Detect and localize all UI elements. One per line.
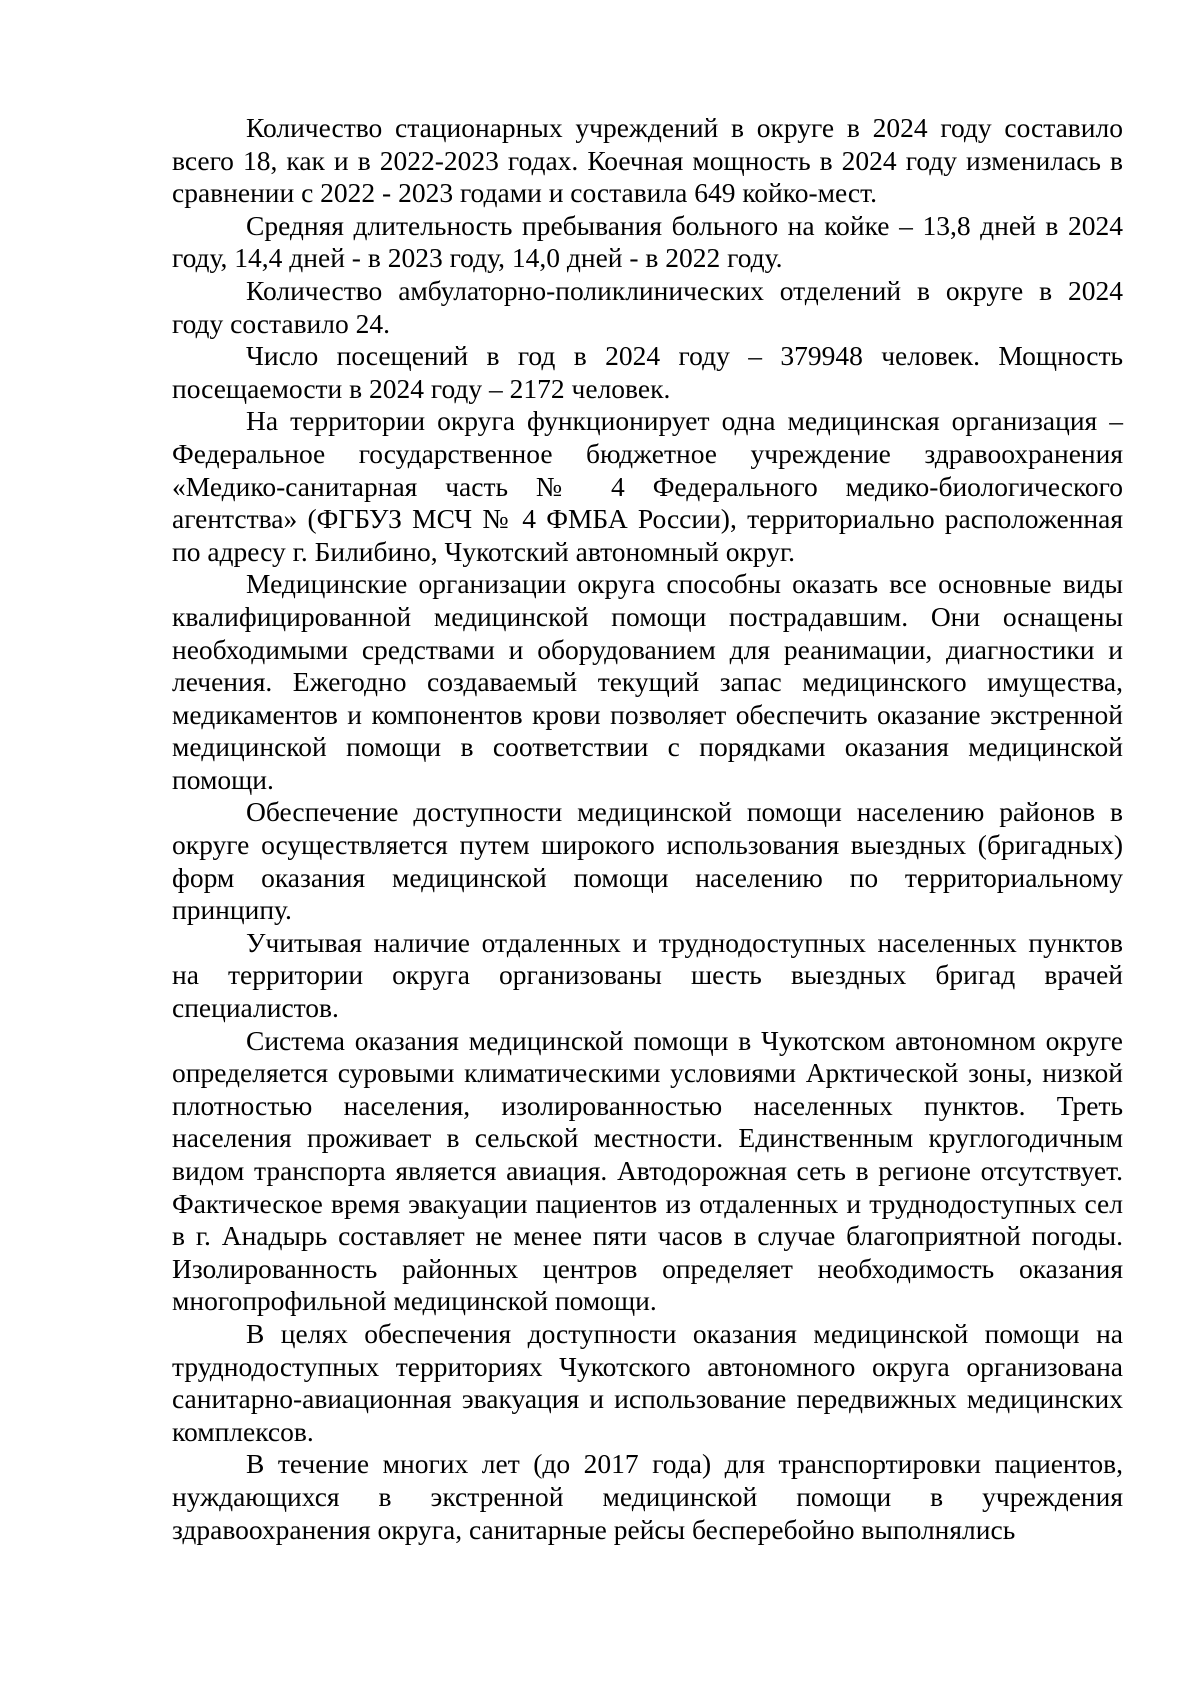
- paragraph-care-accessibility: Обеспечение доступности медицинской помощи населению районов в округе осуществляется путем широкого использования выездных (бригадных) форм оказания медицинской помощи населению по территориальному принципу.: [172, 796, 1123, 926]
- paragraph-average-stay: Средняя длительность пребывания больного на койке – 13,8 дней в 2024 году, 14,4 дней - в 2023 году, 14,0 дней - в 2022 году.: [172, 209, 1123, 274]
- paragraph-outpatient-departments: Количество амбулаторно-поликлинических отделений в округе в 2024 году составило 24.: [172, 274, 1123, 339]
- document-body: [172, 112, 1123, 1546]
- paragraph-mobile-teams: Учитывая наличие отдаленных и труднодоступных населенных пунктов на территории округа организованы шесть выездных бригад врачей специалистов.: [172, 926, 1123, 1024]
- paragraph-patient-transport: В течение многих лет (до 2017 года) для транспортировки пациентов, нуждающихся в экстренной медицинской помощи в учреждения здравоохранения округа, санитарные рейсы бесперебойно выполнялись: [172, 1448, 1123, 1545]
- paragraph-medical-organization: На территории округа функционирует одна медицинская организация – Федеральное государственное бюджетное учреждение здравоохранения «Медико-санитарная часть № 4 Федерального медико-биологического агентства» (ФГБУЗ МСЧ № 4 ФМБА России), территориально расположенная по адресу г. Билибино, Чукотский автономный округ.: [172, 405, 1123, 567]
- paragraph-inpatient-facilities: Количество стационарных учреждений в округе в 2024 году составило всего 18, как и в 2022-2023 годах. Коечная мощность в 2024 году изменилась в сравнении с 2022 - 2023 годами и составила 649 койко-мест.: [172, 112, 1123, 209]
- paragraph-medical-capabilities: Медицинские организации округа способны оказать все основные виды квалифицированной медицинской помощи пострадавшим. Они оснащены необходимыми средствами и оборудованием для реанимации, диагностики и лечения. Ежегодно создаваемый текущий запас медицинского имущества, медикаментов и компонентов крови позволяет обеспечить оказание экстренной медицинской помощи в соответствии с порядками оказания медицинской помощи.: [172, 568, 1123, 795]
- paragraph-visits-per-year: Число посещений в год в 2024 году – 379948 человек. Мощность посещаемости в 2024 году – 2172 человек.: [172, 340, 1123, 404]
- paragraph-air-evacuation: В целях обеспечения доступности оказания медицинской помощи на труднодоступных территориях Чукотского автономного округа организована санитарно-авиационная эвакуация и использование передвижных медицинских комплексов.: [172, 1317, 1123, 1447]
- paragraph-care-system: Система оказания медицинской помощи в Чукотском автономном округе определяется суровыми климатическими условиями Арктической зоны, низкой плотностью населения, изолированностью населенных пунктов. Треть населения проживает в сельской местности. Единственным круглогодичным видом транспорта является авиация. Автодорожная сеть в регионе отсутствует. Фактическое время эвакуации пациентов из отдаленных и труднодоступных сел в г. Анадырь составляет не менее пяти часов в случае благоприятной погоды. Изолированность районных центров определяет необходимость оказания многопрофильной медицинской помощи.: [172, 1024, 1123, 1317]
